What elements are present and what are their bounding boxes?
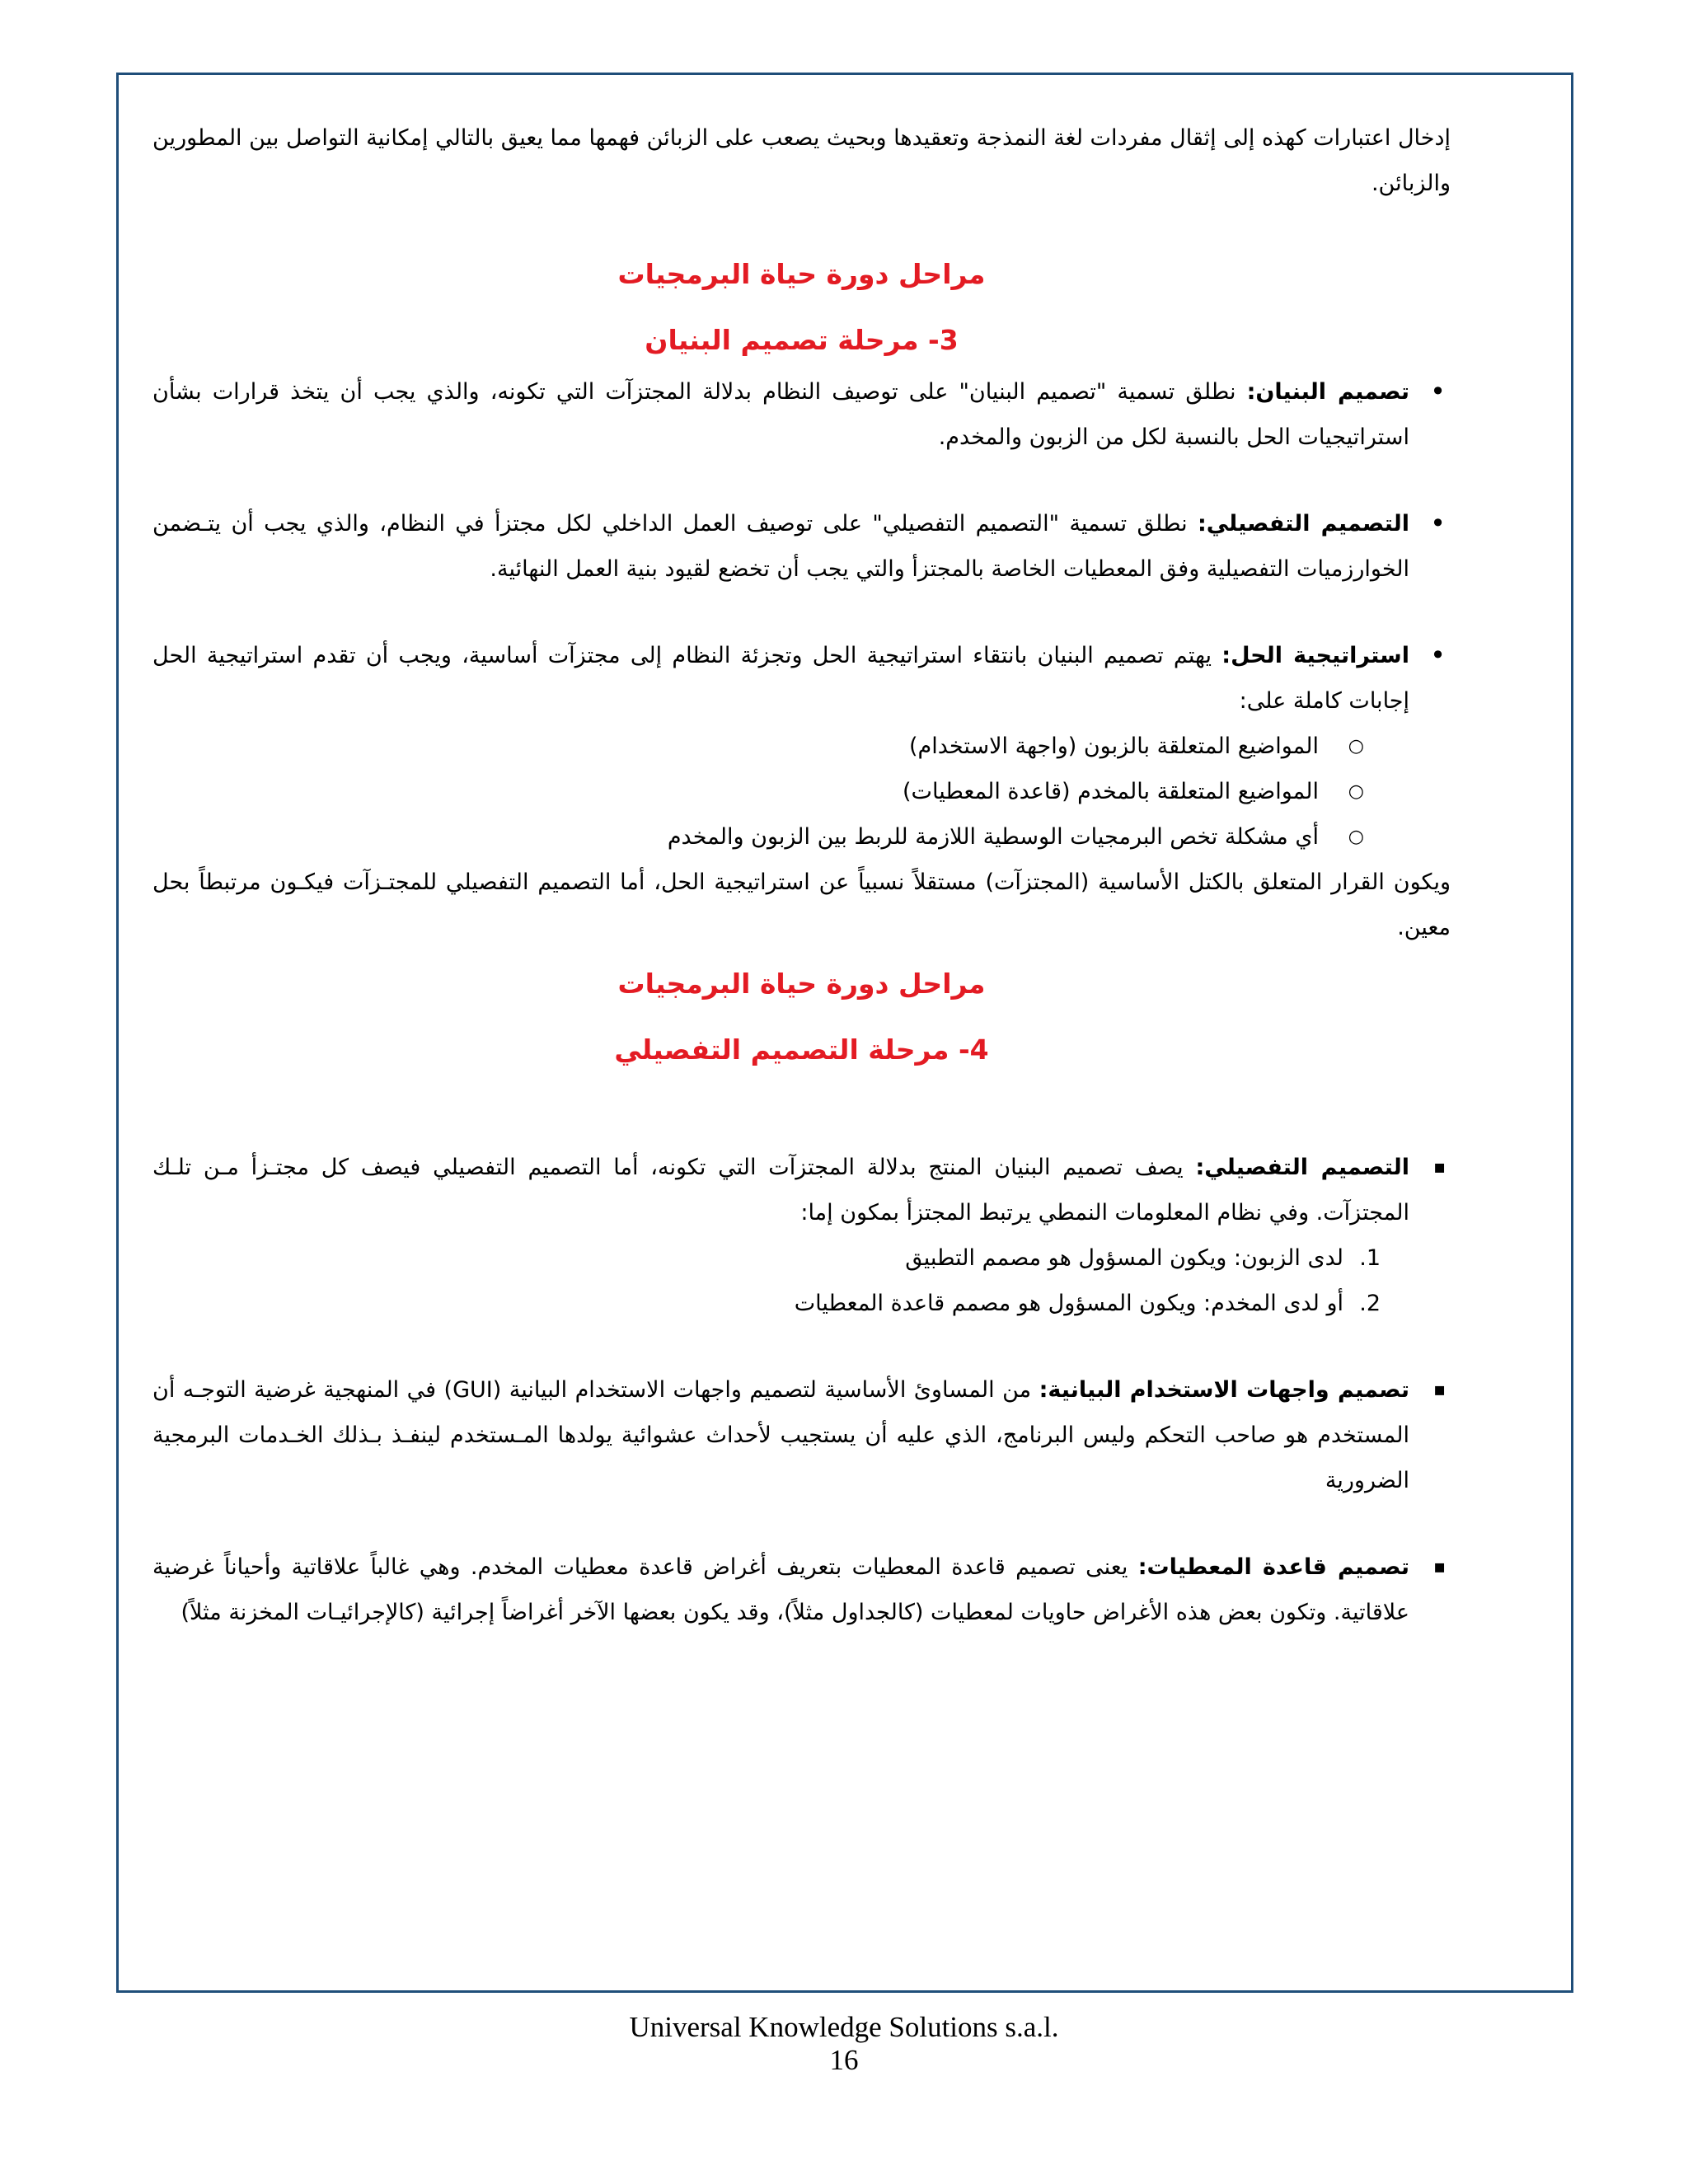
item-text: يصف تصميم البنيان المنتج بدلالة المجتزآت التي تكونه، أما التصميم التفصيلي فيصف كل مجتـزأ مـن تلـك المجتزآت. وفي نظام المعلومات النمطي يرتبط المجتزأ بمكون إما:	[152, 1155, 1409, 1226]
item-term: التصميم التفصيلي:	[1195, 1155, 1409, 1180]
item-text: أو لدى المخدم: ويكون المسؤول هو مصمم قاعدة المعطيات	[794, 1291, 1343, 1316]
section3-closing: ويكون القرار المتعلق بالكتل الأساسية (المجتزآت) مستقلاً نسبياً عن استراتيجية الحل، أما التصميم التفصيلي للمجتـزآت فيكـون مرتبطاً بحل معين.	[152, 869, 1451, 940]
section3-title: مراحل دورة حياة البرمجيات	[617, 258, 986, 290]
item-text: يهتم تصميم البنيان بانتقاء استراتيجية الحل وتجزئة النظام إلى مجتزآت أساسية، ويجب أن تقدم استراتيجية الحل إجابات كاملة على:	[152, 643, 1409, 714]
item-text: نطلق تسمية "التصميم التفصيلي" على توصيف العمل الداخلي لكل مجتزأ في النظام، والذي يجب أن يتـضمن الخوارزميات التفصيلية وفق المعطيات الخاصة بالمجتزأ والتي يجب أن تخضع لقيود بنية العمل النهائية.	[152, 511, 1409, 582]
item-term: تصميم قاعدة المعطيات:	[1137, 1554, 1409, 1580]
item-term: تصميم البنيان:	[1246, 379, 1409, 405]
item-text: نطلق تسمية "تصميم البنيان" على توصيف النظام بدلالة المجتزآت التي تكونه، والذي يجب أن يتخذ قرارات بشأن استراتيجيات الحل بالنسبة لكل من الزبون والمخدم.	[152, 379, 1409, 450]
section4-list	[152, 1145, 1451, 1635]
sub-list-item: ○ أي مشكلة تخص البرمجيات الوسطية اللازمة للربط بين الزبون والمخدم	[152, 814, 1319, 860]
section3-list	[152, 369, 1451, 860]
page-number: 16	[829, 2044, 859, 2076]
intro-paragraph: إدخال اعتبارات كهذه إلى إثقال مفردات لغة النمذجة وتعقيدها وبحيث يصعب على الزبائن فهمها مما يعيق بالتالي إمكانية التواصل بين المطورين والزبائن.	[152, 125, 1451, 196]
list-item	[152, 1544, 1409, 1635]
numbered-list	[152, 1235, 1409, 1326]
list-item	[152, 1145, 1409, 1326]
item-text: يعنى تصميم قاعدة المعطيات بتعريف أغراض قاعدة معطيات المخدم. وهي غالباً علاقاتية وأحياناً غرضية علاقاتية. وتكون بعض هذه الأغراض حاويات لمعطيات (كالجداول مثلاً)، وقد يكون بعضها الآخر أغراضاً إجرائية (كالإجرائيـات المخزنة مثلاً)	[152, 1554, 1409, 1625]
item-term: التصميم التفصيلي:	[1197, 511, 1409, 537]
section4-title: مراحل دورة حياة البرمجيات	[617, 968, 986, 1000]
item-number: 1.	[1359, 1245, 1381, 1271]
section3-subtitle: 3- مرحلة تصميم البنيان	[645, 324, 959, 356]
numbered-item	[152, 1235, 1381, 1281]
section4-subtitle: 4- مرحلة التصميم التفصيلي	[614, 1033, 989, 1066]
document-body	[152, 115, 1451, 1635]
item-text: لدى الزبون: ويكون المسؤول هو مصمم التطبيق	[905, 1245, 1343, 1271]
list-item	[152, 1367, 1409, 1503]
list-item	[152, 369, 1409, 460]
sub-list-item: ○ المواضيع المتعلقة بالزبون (واجهة الاستخدام)	[152, 724, 1319, 769]
sub-list-item: ○ المواضيع المتعلقة بالمخدم (قاعدة المعطيات)	[152, 769, 1319, 814]
item-term: تصميم واجهات الاستخدام البيانية:	[1039, 1377, 1410, 1403]
numbered-item	[152, 1281, 1381, 1326]
footer-company: Universal Knowledge Solutions s.a.l.	[629, 2011, 1059, 2043]
sub-list	[152, 724, 1409, 860]
list-item	[152, 501, 1409, 592]
item-text: من المساوئ الأساسية لتصميم واجهات الاستخدام البيانية (GUI) في المنهجية غرضية التوجـه أن المستخدم هو صاحب التحكم وليس البرنامج، الذي عليه أن يستجيب لأحداث عشوائية يولدها المـستخدم لينفـذ بـذلك الخـدمات البرمجية الضرورية	[152, 1377, 1409, 1493]
list-item	[152, 633, 1409, 860]
item-term: استراتيجية الحل:	[1221, 643, 1409, 668]
item-number: 2.	[1359, 1291, 1381, 1316]
